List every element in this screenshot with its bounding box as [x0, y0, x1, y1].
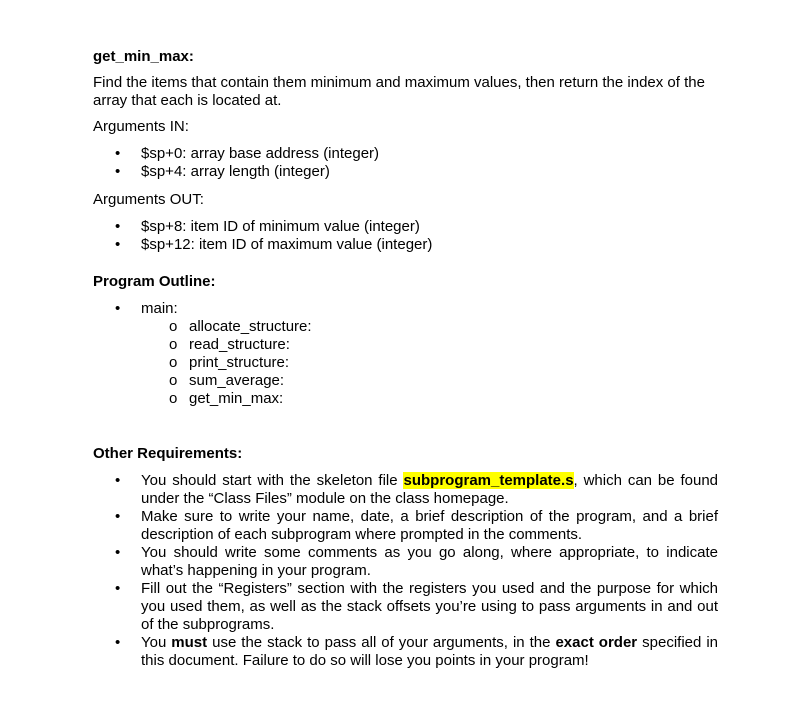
requirements-list	[93, 472, 718, 670]
requirement-item: • Fill out the “Registers” section with the registers you used and the purpose for which you used them, as well as the stack offsets you’re using to pass arguments in and out of the subprograms.	[93, 580, 718, 634]
subprogram-item: o get_min_max:	[93, 390, 718, 408]
list-item: • $sp+12: item ID of maximum value (integer)	[93, 236, 718, 254]
requirement-text: You	[141, 634, 172, 651]
document-content	[93, 48, 718, 670]
highlighted-filename: subprogram_template.s	[403, 472, 574, 489]
list-item: • $sp+8: item ID of minimum value (integer)	[93, 218, 718, 236]
main-item	[93, 300, 718, 318]
requirement-text: , which can be found under the “Class Files” module on the class homepage.	[141, 472, 719, 507]
arguments-out-list	[93, 218, 718, 254]
main-label: main:	[141, 300, 178, 317]
arguments-in-list	[93, 145, 718, 181]
requirement-text: specified in this document. Failure to do so will lose you points in your program!	[141, 634, 719, 669]
emphasis-must: must	[171, 634, 208, 651]
program-outline-heading: Program Outline:	[93, 273, 216, 290]
arguments-out-label: Arguments OUT:	[93, 191, 204, 208]
requirement-item	[93, 472, 718, 508]
program-outline-list	[93, 300, 718, 318]
requirement-item: • You should write some comments as you go along, where appropriate, to indicate what’s happening in your program.	[93, 544, 718, 580]
get-min-max-heading: get_min_max:	[93, 48, 194, 65]
subprogram-item: o read_structure:	[93, 336, 718, 354]
subprogram-item: o sum_average:	[93, 372, 718, 390]
subprogram-list	[93, 318, 718, 408]
arguments-in-label: Arguments IN:	[93, 118, 189, 135]
requirement-text: You should start with the skeleton file	[141, 472, 404, 489]
subprogram-item: o print_structure:	[93, 354, 718, 372]
emphasis-exact-order: exact order	[555, 634, 638, 651]
subprogram-item: o allocate_structure:	[93, 318, 718, 336]
list-item: • $sp+4: array length (integer)	[93, 163, 718, 181]
other-requirements-heading: Other Requirements:	[93, 445, 243, 462]
requirement-item	[93, 634, 718, 670]
get-min-max-description: Find the items that contain them minimum and maximum values, then return the index of the array that each is located at.	[93, 74, 705, 109]
requirement-text: use the stack to pass all of your arguments, in the	[207, 634, 556, 651]
list-item: • $sp+0: array base address (integer)	[93, 145, 718, 163]
requirement-item: • Make sure to write your name, date, a brief description of the program, and a brief description of each subprogram where prompted in the comments.	[93, 508, 718, 544]
